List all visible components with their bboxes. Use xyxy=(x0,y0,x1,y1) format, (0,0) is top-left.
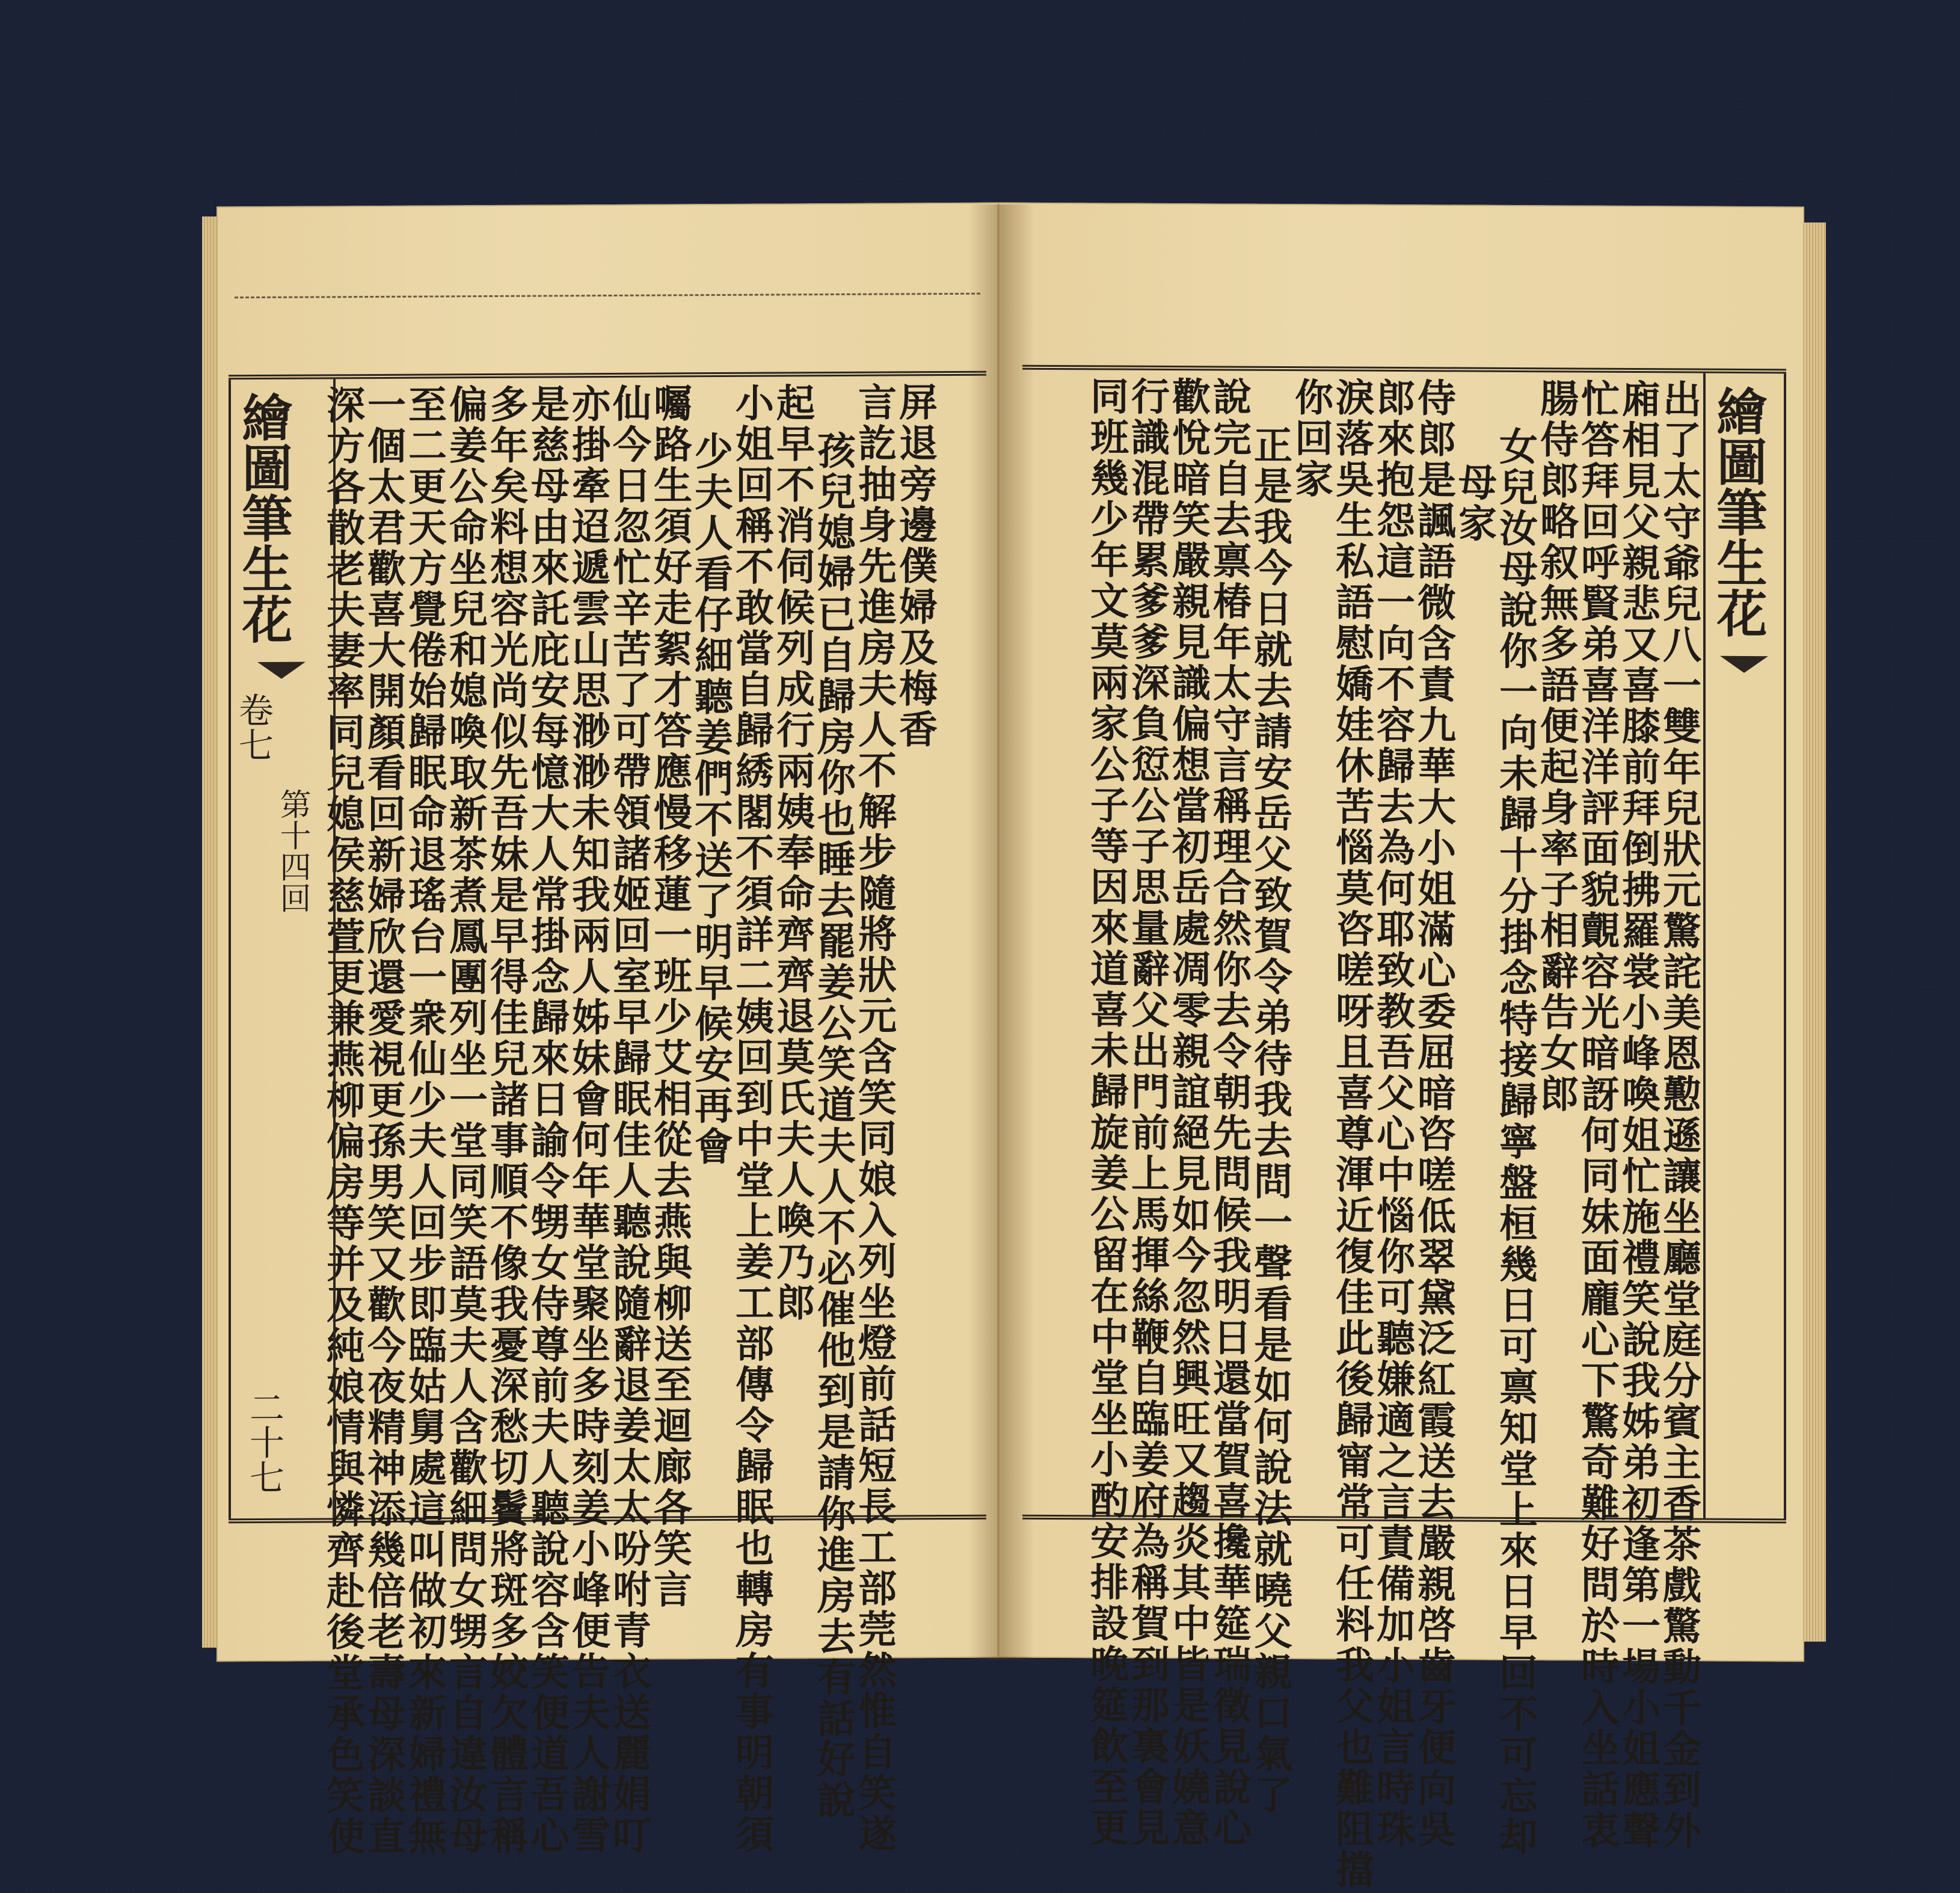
page-number: 二十七 xyxy=(244,1389,284,1495)
text-column: 侍郎是諷語微含責九華大小姐滿心委屈暗咨嗟低翠黛泛紅霞送去嚴親啓齒牙便向吳 xyxy=(1411,378,1456,1850)
text-column: 你回家 xyxy=(1288,377,1333,500)
volume-label: 卷七 xyxy=(233,692,274,762)
text-column: 女兒汝母說你一向未歸十分掛念特接歸寧盤桓幾日可禀知堂上來日早回不可忘却 xyxy=(1493,426,1538,1858)
text-column: 至二更天方覺倦始歸眠命退瑤台一衆仙少夫人回步即臨姑舅處這叫做初來新婦禮無 xyxy=(402,384,447,1857)
text-column: 偏姜公命坐兒和媳喚取新茶煮鳳團列坐一堂同笑語莫夫人含歡細問女甥言自違汝母 xyxy=(443,384,488,1857)
left-page xyxy=(217,203,998,1858)
left-margin-title-column xyxy=(229,379,336,1518)
text-column: 小姐回稱不敢當自歸綉閣不須詳二姨回到中堂上姜工部傳令歸眠也轉房有事明朝須 xyxy=(729,382,774,1855)
text-column: 少夫人看仔細聽姜們不送了明早候安再會 xyxy=(688,431,733,1168)
open-book xyxy=(217,204,1804,1891)
text-column: 言訖抽身先進房夫人不解步隨將狀元含笑同娘入列坐燈前話短長工部莞然惟自笑遂 xyxy=(852,382,897,1855)
text-column: 深方各散老夫妻率同兒媳侯慈萱更兼燕柳偏房等并及純娘情與憐齊赴後堂承色笑使 xyxy=(320,385,365,1858)
text-column: 囑路生須好走絮才答應慢移蓮一班少艾相從去燕與柳送至迴廊各笑言 xyxy=(647,383,692,1610)
text-column: 郎來抱怨這一向不容歸去為何耶致教吾父心中惱你可聽嫌適之言責備加小姐言時珠 xyxy=(1370,377,1415,1850)
text-column: 說完自去禀椿年太守言稱理合然你去令朝先問候我明日還當賀喜攙華筵瑞徵見說心 xyxy=(1206,376,1252,1849)
right-text-frame xyxy=(1022,365,1786,1891)
text-column: 忙答拜回呼賢弟喜洋洋評面貌覿容光暗訝何同妹面龐心下驚奇難好問於時入坐話衷 xyxy=(1574,378,1620,1851)
text-column: 腸侍郎略叙無多語便起身率子相辭告女郎 xyxy=(1534,378,1579,1115)
book-title: 繪圖筆生花 xyxy=(234,391,293,645)
text-column: 一個太君歡喜大開顏看回新婦欣還愛視更孫男笑又歡今夜精神添幾倍老壽母深談直 xyxy=(361,384,406,1858)
text-column: 仙今日忽忙辛苦了可帶領諸姬回室早歸眠佳人聽說隨辭退姜太太吩咐青衣送麗娟叮 xyxy=(606,383,651,1856)
text-column: 歡悅暗笑嚴親見識偏想當初岳處凋零親誼絕見如今忽然興旺又趨炎其中皆是妖嬈意 xyxy=(1166,376,1211,1849)
text-column: 出了太守爺兒八一雙年兒狀元驚詫美恩懃遜讓坐廳堂庭分賓主香茶戲驚動千金到外 xyxy=(1656,379,1701,1852)
text-column: 孩兒媳婦已自歸房你也睡去罷姜公笑道夫人不必催他到是請你進房去有話好說 xyxy=(811,430,856,1821)
book-title-right: 繪圖筆生花 xyxy=(1709,385,1768,639)
text-column: 正是我今日就去請安岳父致賀令弟待我去問一聲看是如何說法就曉父親口氣了 xyxy=(1247,425,1292,1816)
fishtail-mark xyxy=(257,662,306,679)
left-text-frame xyxy=(229,371,986,1858)
text-column: 廂相見父親悲又喜膝前拜倒拂羅裳小峰喚姐忙施禮笑說我姊弟初逢第一場小姐應聲 xyxy=(1615,378,1660,1852)
text-column: 屏退旁邊僕婦及梅香 xyxy=(892,382,938,750)
top-dashed-line xyxy=(235,293,980,299)
text-column: 起早不消伺候列成行兩姨奉命齊齊退莫氏夫人喚乃郎 xyxy=(770,382,815,1324)
text-column: 是慈母由來託庇安每憶大人常掛念歸來日諭令甥女侍尊前夫人聽說容含笑便道吾心 xyxy=(524,384,570,1856)
text-column: 淚落吳生私語慰嬌娃休苦惱莫咨嗟呀且喜尊渾近復佳此後歸甯常可任料我父也難阻擋 xyxy=(1329,377,1374,1891)
fishtail-mark xyxy=(1720,656,1768,673)
right-page xyxy=(998,202,1804,1891)
text-column: 母家 xyxy=(1452,462,1497,544)
right-margin-title-column xyxy=(1703,373,1786,1519)
chapter-label: 第十四回 xyxy=(274,788,310,913)
text-column: 亦掛牽迢遞雲山思渺渺未知我兩人姊妹會何年華堂聚坐多時刻姜小峰便告夫人謝雪 xyxy=(565,383,610,1856)
page-edges-left xyxy=(202,216,218,1648)
text-column: 同班幾少年文莫兩家公子等因來道喜未歸旋姜公留在中堂坐小酌安排設晚筵飲至更 xyxy=(1084,376,1129,1849)
text-column: 行識混帶累爹爹深負愆公子思量辭父出門前上馬揮絲鞭自臨姜府為稱賀到那裏會見 xyxy=(1125,376,1170,1849)
text-column: 多年矣料想容光尚似先吾妹是早得佳兒諸事順不像我憂深愁切鬢將斑多姣欠體言稱 xyxy=(484,384,529,1857)
